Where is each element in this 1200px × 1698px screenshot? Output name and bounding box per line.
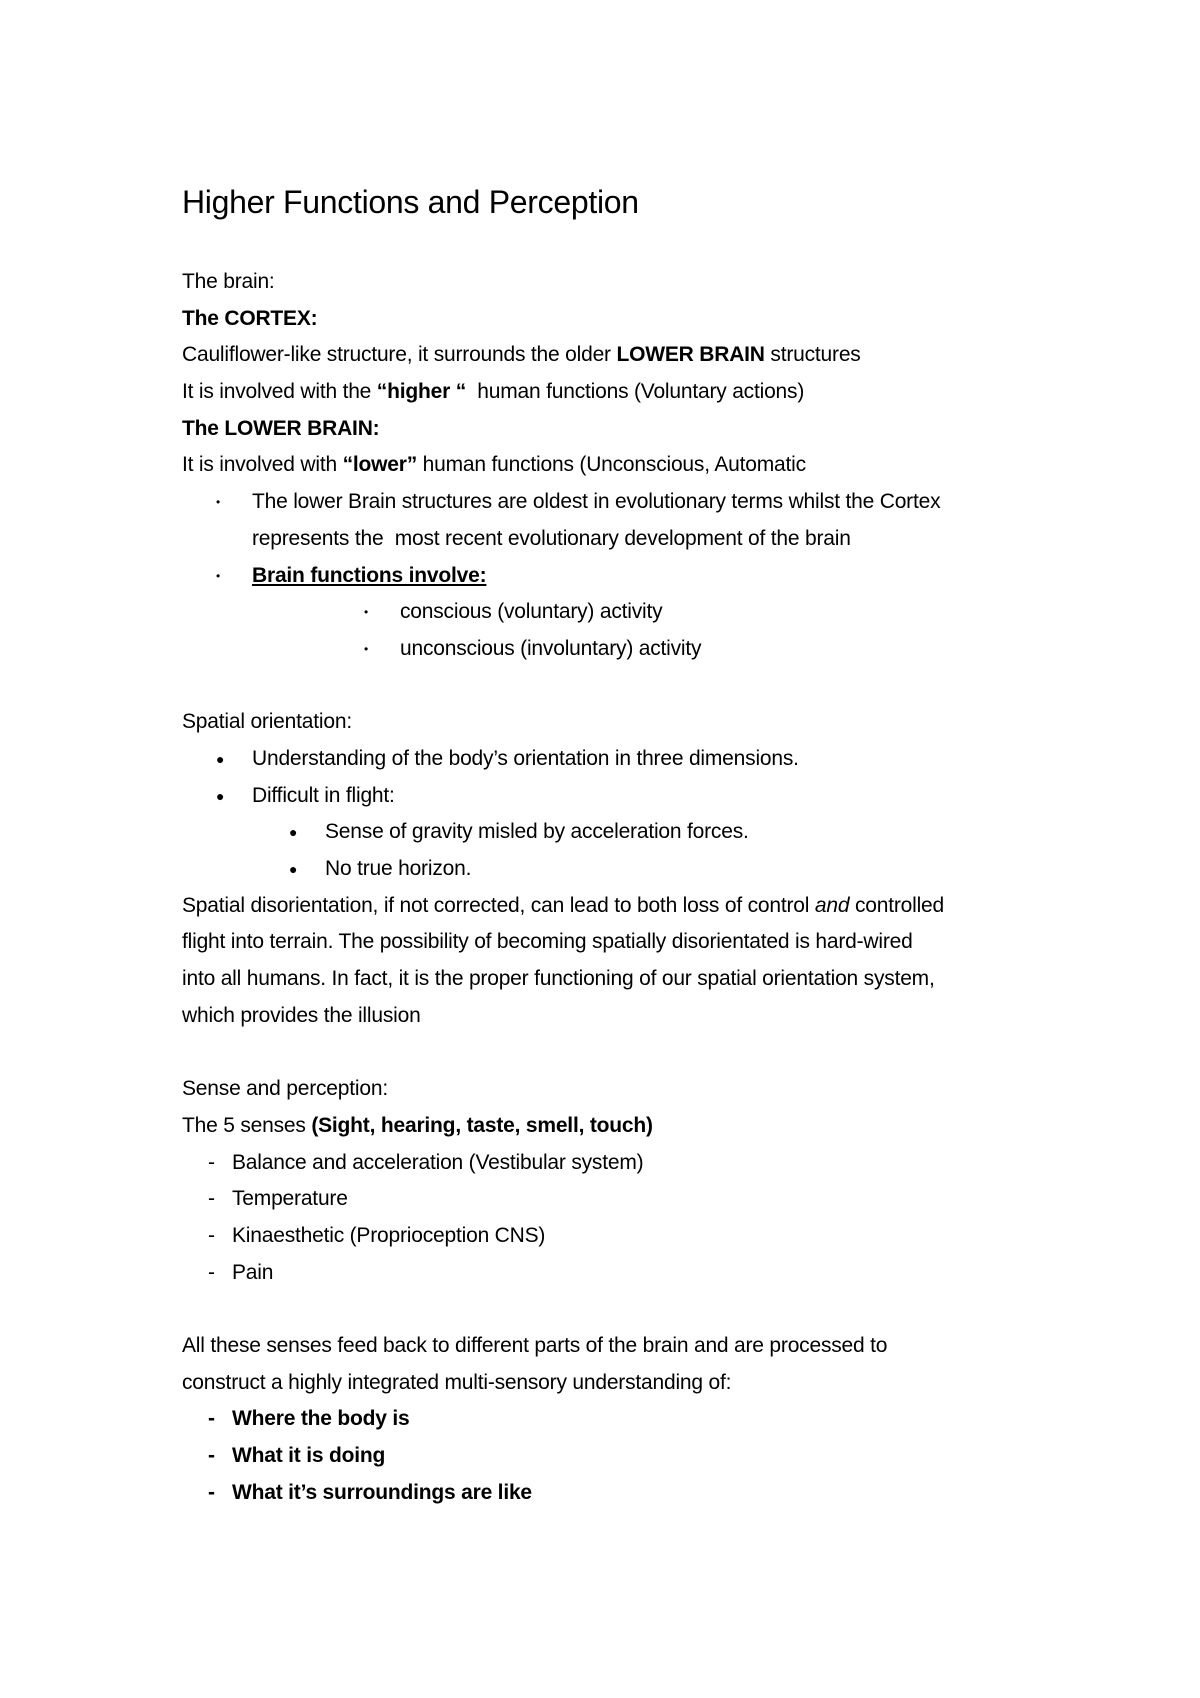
spatial-bullet-2 bbox=[182, 778, 1082, 815]
understanding-item-1 bbox=[182, 1401, 1082, 1438]
dash-icon: - bbox=[208, 1260, 215, 1284]
document-content bbox=[182, 180, 1082, 1511]
spatial-paragraph-line-4: which provides the illusion bbox=[182, 1003, 421, 1027]
list-item-text: What it’s surroundings are like bbox=[232, 1480, 532, 1504]
list-item-text: Understanding of the body’s orientation in three dimensions. bbox=[252, 746, 799, 770]
sense-item-3 bbox=[182, 1218, 1082, 1255]
brain-heading: The brain: bbox=[182, 270, 275, 293]
lower-brain-heading: The LOWER BRAIN: bbox=[182, 416, 380, 440]
text-run: human functions (Unconscious, Automatic bbox=[417, 453, 806, 477]
list-item-text: unconscious (involuntary) activity bbox=[400, 636, 702, 660]
text-run: controlled bbox=[849, 893, 945, 917]
text-run: structures bbox=[764, 343, 861, 367]
bullet-icon: • bbox=[364, 641, 369, 656]
spacer bbox=[182, 1034, 1082, 1071]
text-run-bold: “higher “ bbox=[376, 380, 467, 404]
text-run-bold: (Sight, hearing, taste, smell, touch) bbox=[311, 1113, 653, 1137]
text-run-bold: LOWER BRAIN bbox=[616, 343, 765, 367]
sense-item-4 bbox=[182, 1255, 1082, 1292]
bullet-icon: • bbox=[216, 568, 221, 583]
cortex-heading: The CORTEX: bbox=[182, 306, 318, 330]
list-item-text: Pain bbox=[232, 1260, 274, 1284]
five-senses-line bbox=[182, 1108, 1082, 1145]
page-title: Higher Functions and Perception bbox=[182, 184, 639, 220]
list-item-text: Kinaesthetic (Proprioception CNS) bbox=[232, 1223, 546, 1247]
sense-heading: Sense and perception: bbox=[182, 1077, 388, 1101]
list-item-text: Balance and acceleration (Vestibular system) bbox=[232, 1150, 644, 1174]
sense-item-1 bbox=[182, 1145, 1082, 1182]
spatial-paragraph-line-2: flight into terrain. The possibility of becoming spatially disorientated is hard-wired bbox=[182, 930, 913, 954]
cortex-line-2 bbox=[182, 374, 1082, 411]
spacer bbox=[182, 668, 1082, 705]
text-run: The 5 senses bbox=[182, 1113, 312, 1137]
bullet-icon: ● bbox=[216, 787, 225, 804]
spatial-bullet-1 bbox=[182, 741, 1082, 778]
dash-icon: - bbox=[208, 1150, 215, 1174]
dash-icon: - bbox=[208, 1480, 215, 1504]
text-run-bold: “lower” bbox=[342, 453, 418, 477]
spatial-paragraph-line-3: into all humans. In fact, it is the proper functioning of our spatial orientation system, bbox=[182, 967, 935, 991]
cortex-line-1 bbox=[182, 337, 1082, 374]
senses-paragraph-line-2: construct a highly integrated multi-sensory understanding of: bbox=[182, 1370, 732, 1394]
bullet-icon: • bbox=[364, 605, 369, 620]
dash-icon: - bbox=[208, 1223, 215, 1247]
bullet-icon: ● bbox=[289, 861, 298, 877]
dash-icon: - bbox=[208, 1187, 215, 1211]
understanding-item-3 bbox=[182, 1475, 1082, 1512]
dash-icon: - bbox=[208, 1444, 215, 1467]
text-run: Cauliflower-like structure, it surrounds the older bbox=[182, 343, 617, 367]
brain-bullet-1-continued: represents the most recent evolutionary development of the brain bbox=[252, 526, 851, 550]
bullet-icon: ● bbox=[289, 824, 298, 841]
senses-paragraph-line-1: All these senses feed back to different parts of the brain and are processed to bbox=[182, 1333, 888, 1357]
text-run: It is involved with bbox=[182, 453, 343, 477]
bullet-icon: ● bbox=[216, 750, 225, 767]
sense-item-2 bbox=[182, 1181, 1082, 1218]
brain-bullet-1 bbox=[182, 484, 1082, 521]
list-item-text: Difficult in flight: bbox=[252, 783, 395, 807]
text-run-italic: and bbox=[814, 893, 850, 917]
lower-brain-line-1 bbox=[182, 447, 1082, 484]
list-item-text: conscious (voluntary) activity bbox=[400, 600, 663, 624]
brain-sub-bullet-1 bbox=[182, 594, 1082, 631]
bullet-icon: • bbox=[216, 495, 221, 510]
text-run: human functions (Voluntary actions) bbox=[466, 380, 805, 404]
dash-icon: - bbox=[208, 1407, 215, 1431]
spatial-sub-bullet-2 bbox=[182, 851, 1082, 888]
spatial-sub-bullet-1 bbox=[182, 814, 1082, 851]
brain-sub-bullet-2 bbox=[182, 631, 1082, 668]
list-item-text: The lower Brain structures are oldest in evolutionary terms whilst the Cortex bbox=[252, 490, 941, 514]
spacer bbox=[182, 1291, 1082, 1328]
list-item-text: No true horizon. bbox=[325, 857, 472, 880]
list-item-text: Brain functions involve: bbox=[252, 563, 487, 587]
list-item-text: Where the body is bbox=[232, 1407, 410, 1431]
list-item-text: Sense of gravity misled by acceleration forces. bbox=[325, 820, 749, 844]
brain-bullet-2 bbox=[182, 558, 1082, 595]
text-run: It is involved with the bbox=[182, 380, 377, 404]
text-run: Spatial disorientation, if not corrected, can lead to both loss of control bbox=[182, 893, 815, 917]
understanding-item-2 bbox=[182, 1438, 1082, 1475]
spatial-paragraph-line-1 bbox=[182, 888, 1082, 925]
list-item-text: What it is doing bbox=[232, 1444, 386, 1467]
list-item-text: Temperature bbox=[232, 1187, 348, 1211]
spatial-heading: Spatial orientation: bbox=[182, 710, 352, 734]
